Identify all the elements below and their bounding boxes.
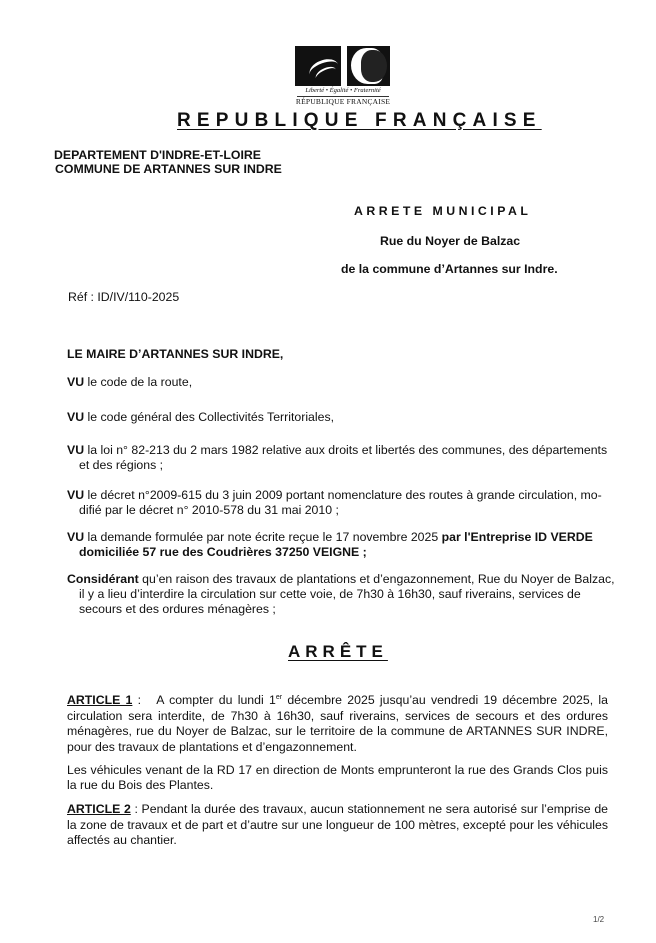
consideration-item bbox=[67, 530, 613, 560]
vu-label: VU bbox=[67, 375, 85, 389]
detour-paragraph: Les véhicules venant de la RD 17 en direction de Monts emprunteront la rue des Grands Clos puis la rue du Bois des Plantes. bbox=[67, 763, 608, 792]
commune-name: COMMUNE DE ARTANNES SUR INDRE bbox=[55, 162, 282, 176]
vu-text-continued: domiciliée 57 rue des Coudrières 37250 VEIGNE ; bbox=[79, 545, 367, 559]
article-1 bbox=[67, 690, 608, 755]
article-1-text-continued: décembre 2025 jusqu’au vendredi 19 décembre 2025, la circulation sera interdite, de 7h30 à 16h30, sauf riverains, services de secours et des ordures ménagères, rue du Noyer de Balzac, sur le territoire de la commune de ARTANNES SUR INDRE, pour des travaux de plantations et d’engazonnement. bbox=[67, 693, 609, 754]
department-name: DEPARTEMENT D'INDRE-ET-LOIRE bbox=[54, 148, 261, 162]
decree-type: ARRETE MUNICIPAL bbox=[354, 204, 532, 218]
consideration-item bbox=[67, 375, 613, 390]
vu-text-continued: difié par le décret n° 2010-578 du 31 mai 2010 ; bbox=[79, 503, 339, 517]
considerant-label: Considérant bbox=[67, 572, 139, 586]
logo-name: RÉPUBLIQUE FRANÇAISE bbox=[295, 97, 391, 106]
article-1-superscript: er bbox=[275, 694, 283, 701]
vu-label: VU bbox=[67, 530, 85, 544]
marianne-icon bbox=[295, 46, 390, 86]
article-1-label: ARTICLE 1 bbox=[67, 693, 133, 708]
decree-commune: de la commune d’Artannes sur Indre. bbox=[341, 262, 558, 276]
vu-text: le code général des Collectivités Territoriales, bbox=[84, 410, 335, 424]
vu-text: le code de la route, bbox=[84, 375, 193, 389]
vu-text-bold: par l'Entreprise ID VERDE bbox=[441, 530, 593, 544]
decree-street: Rue du Noyer de Balzac bbox=[380, 234, 521, 248]
marianne-logo bbox=[293, 46, 393, 108]
reference-number: Réf : ID/IV/110-2025 bbox=[68, 290, 180, 304]
page-number: 1/2 bbox=[593, 915, 605, 924]
vu-text: la loi n° 82-213 du 2 mars 1982 relative aux droits et libertés des communes, des départements bbox=[84, 443, 608, 457]
considerant-line-2: il y a lieu d’interdire la circulation sur cette voie, de 7h30 à 16h30, sauf riverains, services de bbox=[79, 587, 581, 601]
issuer-block bbox=[54, 148, 282, 176]
considerant-line-3: secours et des ordures ménagères ; bbox=[79, 602, 276, 616]
vu-text-continued: et des régions ; bbox=[79, 458, 164, 472]
consideration-item bbox=[67, 410, 613, 425]
article-2 bbox=[67, 802, 608, 849]
logo-motto: Liberté • Égalité • Fraternité bbox=[305, 87, 381, 94]
considerant-paragraph bbox=[67, 572, 613, 617]
mayor-heading: LE MAIRE D’ARTANNES SUR INDRE, bbox=[67, 347, 284, 361]
vu-label: VU bbox=[67, 410, 85, 424]
article-1-text: A compter du lundi 1 bbox=[156, 693, 276, 708]
article-1-separator: : bbox=[132, 693, 157, 708]
consideration-item bbox=[67, 443, 613, 473]
vu-text: la demande formulée par note écrite reçue le 17 novembre 2025 bbox=[84, 530, 442, 544]
article-2-label: ARTICLE 2 bbox=[67, 802, 131, 816]
article-2-text: Pendant la durée des travaux, aucun stationnement ne sera autorisé sur l’emprise de la zone de travaux et de part et d’autre sur une longueur de 100 mètres, excepté pour les véhicules affectés au chantier. bbox=[67, 802, 608, 847]
considerant-line-1: qu’en raison des travaux de plantations et d’engazonnement, Rue du Noyer de Balzac, bbox=[138, 572, 615, 586]
article-2-separator: : bbox=[130, 802, 142, 816]
consideration-item bbox=[67, 488, 613, 518]
vu-label: VU bbox=[67, 443, 85, 457]
arrete-title: ARRÊTE bbox=[288, 642, 388, 661]
vu-text: le décret n°2009-615 du 3 juin 2009 portant nomenclature des routes à grande circulation, mo- bbox=[84, 488, 602, 502]
vu-label: VU bbox=[67, 488, 85, 502]
republic-title: REPUBLIQUE FRANÇAISE bbox=[177, 110, 542, 131]
